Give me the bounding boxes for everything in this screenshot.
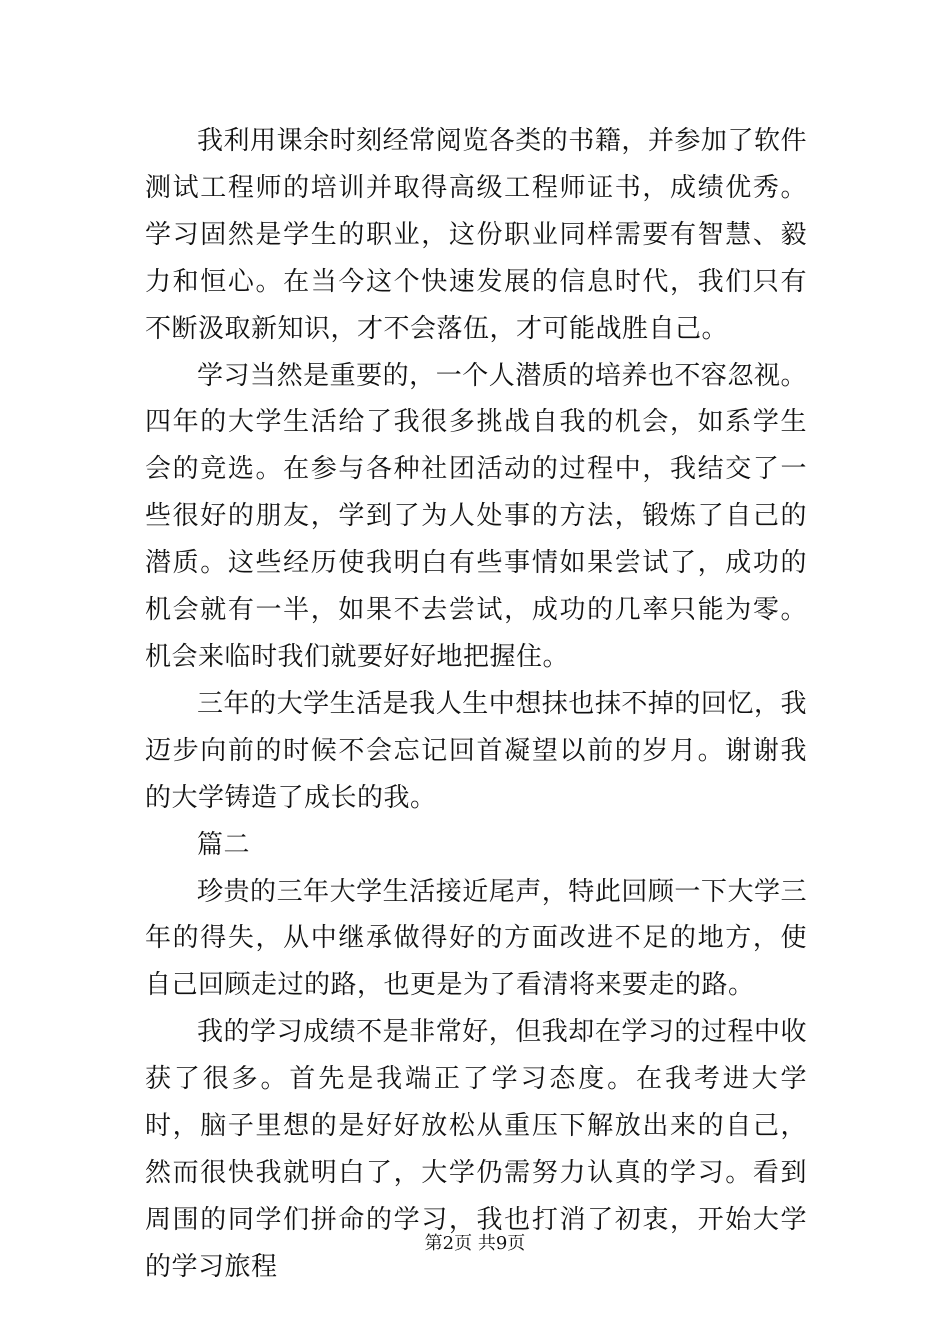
page-number-footer: 第2页 共9页 xyxy=(424,1233,526,1254)
paragraph-reading-certificate: 我利用课余时刻经常阅览各类的书籍，并参加了软件测试工程师的培训并取得高级工程师证书，成绩优秀。学习固然是学生的职业，这份职业同样需要有智慧、毅力和恒心。在当今这个快速发展的信息时代，我们只有不断汲取新知识，才不会落伍，才可能战胜自己。 xyxy=(145,126,807,344)
paragraph-memories: 三年的大学生活是我人生中想抹也抹不掉的回忆，我迈步向前的时候不会忘记回首凝望以前的岁月。谢谢我的大学铸造了成长的我。 xyxy=(145,688,807,813)
document-body xyxy=(145,118,807,1291)
paragraph-review-intro: 珍贵的三年大学生活接近尾声，特此回顾一下大学三年的得失，从中继承做得好的方面改进不足的地方，使自己回顾走过的路，也更是为了看清将来要走的路。 xyxy=(145,876,807,1001)
section-heading-part-two: 篇二 xyxy=(197,829,251,860)
paragraph-study-attitude: 我的学习成绩不是非常好，但我却在学习的过程中收获了很多。首先是我端正了学习态度。在我考进大学时，脑子里想的是好好放松从重压下解放出来的自己，然而很快我就明白了，大学仍需努力认真的学习。看到周围的同学们拼命的学习，我也打消了初衷，开始大学的学习旅程 xyxy=(145,1017,807,1282)
paragraph-potential-training: 学习当然是重要的，一个人潜质的培养也不容忽视。四年的大学生活给了我很多挑战自我的机会，如系学生会的竞选。在参与各种社团活动的过程中，我结交了一些很好的朋友，学到了为人处事的方法，锻炼了自己的潜质。这些经历使我明白有些事情如果尝试了，成功的机会就有一半，如果不去尝试，成功的几率只能为零。机会来临时我们就要好好地把握住。 xyxy=(145,360,807,672)
